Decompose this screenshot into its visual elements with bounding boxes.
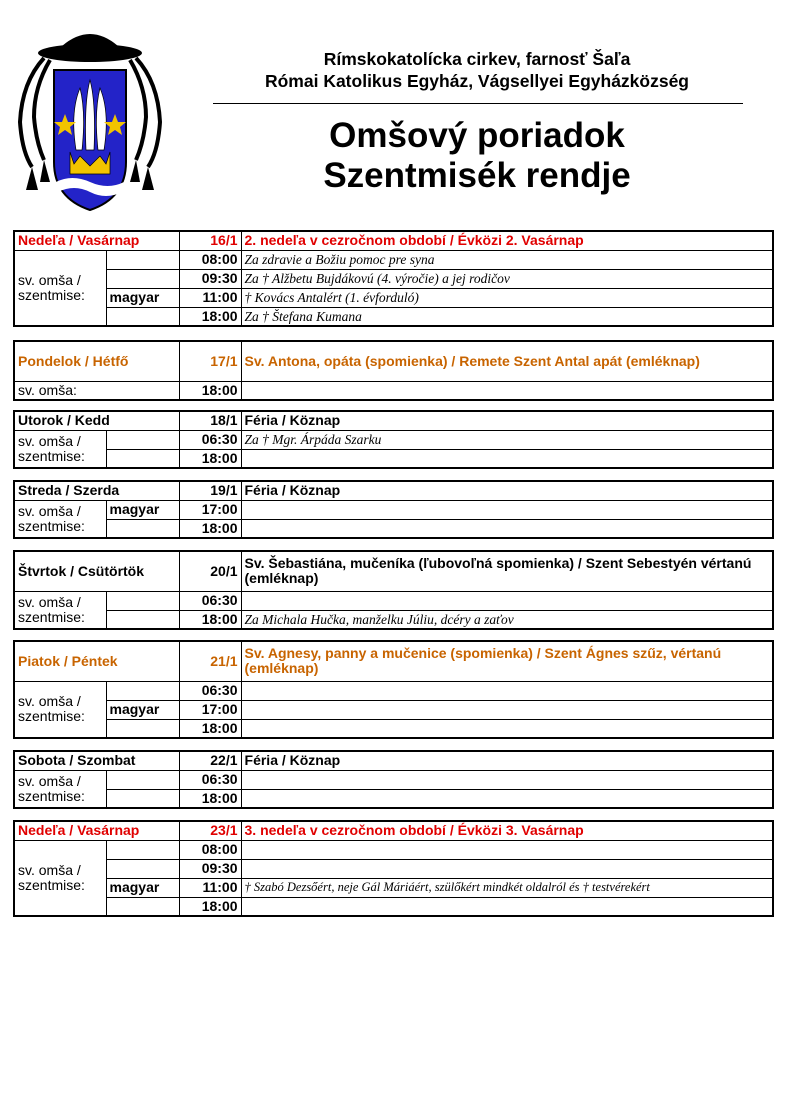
mass-intention	[241, 897, 773, 916]
mass-time: 11:00	[179, 288, 241, 307]
day-name: Nedeľa / Vasárnap	[14, 231, 179, 250]
mass-time: 18:00	[179, 719, 241, 738]
day-block	[13, 410, 774, 469]
mass-intention	[241, 591, 773, 610]
day-date: 23/1	[179, 821, 241, 840]
mass-intention: Za † Štefana Kumana	[241, 307, 773, 326]
day-name: Štvrtok / Csütörtök	[14, 551, 179, 591]
day-name: Utorok / Kedd	[14, 411, 179, 430]
mass-time: 09:30	[179, 859, 241, 878]
day-block	[13, 550, 774, 630]
mass-time: 06:30	[179, 430, 241, 449]
mass-time: 17:00	[179, 500, 241, 519]
mass-time: 18:00	[179, 789, 241, 808]
mass-language	[106, 430, 179, 449]
day-block	[13, 640, 774, 739]
mass-intention	[241, 859, 773, 878]
mass-label: sv. omša / szentmise:	[14, 250, 106, 326]
mass-time: 18:00	[179, 449, 241, 468]
parish-name-sk: Rímskokatolícka cirkev, farnosť Šaľa	[323, 49, 631, 69]
parish-header	[210, 48, 744, 92]
mass-time: 08:00	[179, 250, 241, 269]
mass-language	[106, 681, 179, 700]
mass-intention	[241, 700, 773, 719]
mass-intention	[241, 719, 773, 738]
mass-language	[106, 897, 179, 916]
mass-intention	[241, 519, 773, 538]
mass-language	[106, 719, 179, 738]
mass-language: magyar	[106, 700, 179, 719]
mass-label: sv. omša:	[14, 381, 179, 400]
parish-name-hu: Római Katolikus Egyház, Vágsellyei Egyházközség	[264, 71, 690, 91]
mass-time: 09:30	[179, 269, 241, 288]
mass-label: sv. omša / szentmise:	[14, 430, 106, 468]
mass-intention	[241, 449, 773, 468]
day-celebration: Féria / Köznap	[241, 411, 773, 430]
day-date: 18/1	[179, 411, 241, 430]
day-date: 20/1	[179, 551, 241, 591]
day-name: Streda / Szerda	[14, 481, 179, 500]
day-date: 17/1	[179, 341, 241, 381]
day-block	[13, 820, 774, 917]
mass-language	[106, 859, 179, 878]
mass-label: sv. omša / szentmise:	[14, 500, 106, 538]
mass-label: sv. omša / szentmise:	[14, 591, 106, 629]
day-celebration: 3. nedeľa v cezročnom období / Évközi 3. Vasárnap	[241, 821, 773, 840]
mass-language	[106, 840, 179, 859]
mass-intention	[241, 681, 773, 700]
day-celebration: Sv. Agnesy, panny a mučenice (spomienka) / Szent Ágnes szűz, vértanú (emléknap)	[241, 641, 773, 681]
mass-time: 17:00	[179, 700, 241, 719]
mass-language	[106, 307, 179, 326]
mass-intention: † Szabó Dezsőért, neje Gál Máriáért, szülőkért mindkét oldalról és † testvérekért	[241, 878, 773, 897]
day-block	[13, 480, 774, 539]
mass-language	[106, 770, 179, 789]
mass-language	[106, 519, 179, 538]
page-title	[240, 116, 714, 196]
mass-language	[106, 789, 179, 808]
title-sk: Omšový poriadok	[329, 116, 625, 155]
day-celebration: 2. nedeľa v cezročnom období / Évközi 2. Vasárnap	[241, 231, 773, 250]
mass-intention: Za Michala Hučka, manželku Júliu, dcéry a zaťov	[241, 610, 773, 629]
mass-time: 18:00	[179, 519, 241, 538]
mass-time: 18:00	[179, 610, 241, 629]
mass-time: 11:00	[179, 878, 241, 897]
mass-intention	[241, 789, 773, 808]
mass-time: 06:30	[179, 681, 241, 700]
mass-language: magyar	[106, 500, 179, 519]
day-name: Piatok / Péntek	[14, 641, 179, 681]
day-block	[13, 750, 774, 809]
day-date: 21/1	[179, 641, 241, 681]
mass-language	[106, 591, 179, 610]
mass-intention: Za † Mgr. Árpáda Szarku	[241, 430, 773, 449]
mass-intention: Za † Alžbetu Bujdákovú (4. výročie) a jej rodičov	[241, 269, 773, 288]
mass-time: 18:00	[179, 381, 241, 400]
day-date: 22/1	[179, 751, 241, 770]
mass-language	[106, 610, 179, 629]
day-celebration: Sv. Antona, opáta (spomienka) / Remete Szent Antal apát (emléknap)	[241, 341, 773, 381]
mass-intention: Za zdravie a Božiu pomoc pre syna	[241, 250, 773, 269]
title-hu: Szentmisék rendje	[323, 156, 631, 195]
mass-label: sv. omša / szentmise:	[14, 681, 106, 738]
day-date: 16/1	[179, 231, 241, 250]
mass-label: sv. omša / szentmise:	[14, 770, 106, 808]
mass-language	[106, 449, 179, 468]
mass-time: 06:30	[179, 591, 241, 610]
mass-time: 08:00	[179, 840, 241, 859]
mass-label: sv. omša / szentmise:	[14, 840, 106, 916]
mass-intention: † Kovács Antalért (1. évforduló)	[241, 288, 773, 307]
day-celebration: Féria / Köznap	[241, 481, 773, 500]
mass-time: 06:30	[179, 770, 241, 789]
day-block	[13, 340, 774, 401]
mass-time: 18:00	[179, 897, 241, 916]
day-name: Pondelok / Hétfő	[14, 341, 179, 381]
mass-language: magyar	[106, 288, 179, 307]
mass-intention	[241, 770, 773, 789]
day-name: Sobota / Szombat	[14, 751, 179, 770]
mass-time: 18:00	[179, 307, 241, 326]
header-divider	[213, 103, 743, 104]
day-date: 19/1	[179, 481, 241, 500]
mass-language	[106, 269, 179, 288]
mass-language: magyar	[106, 878, 179, 897]
day-name: Nedeľa / Vasárnap	[14, 821, 179, 840]
mass-intention	[241, 840, 773, 859]
day-celebration: Féria / Köznap	[241, 751, 773, 770]
mass-intention	[241, 500, 773, 519]
day-celebration: Sv. Šebastiána, mučeníka (ľubovoľná spomienka) / Szent Sebestyén vértanú (emléknap)	[241, 551, 773, 591]
parish-coat-of-arms	[10, 22, 170, 214]
mass-language	[106, 250, 179, 269]
day-block	[13, 230, 774, 327]
mass-intention	[241, 381, 773, 400]
